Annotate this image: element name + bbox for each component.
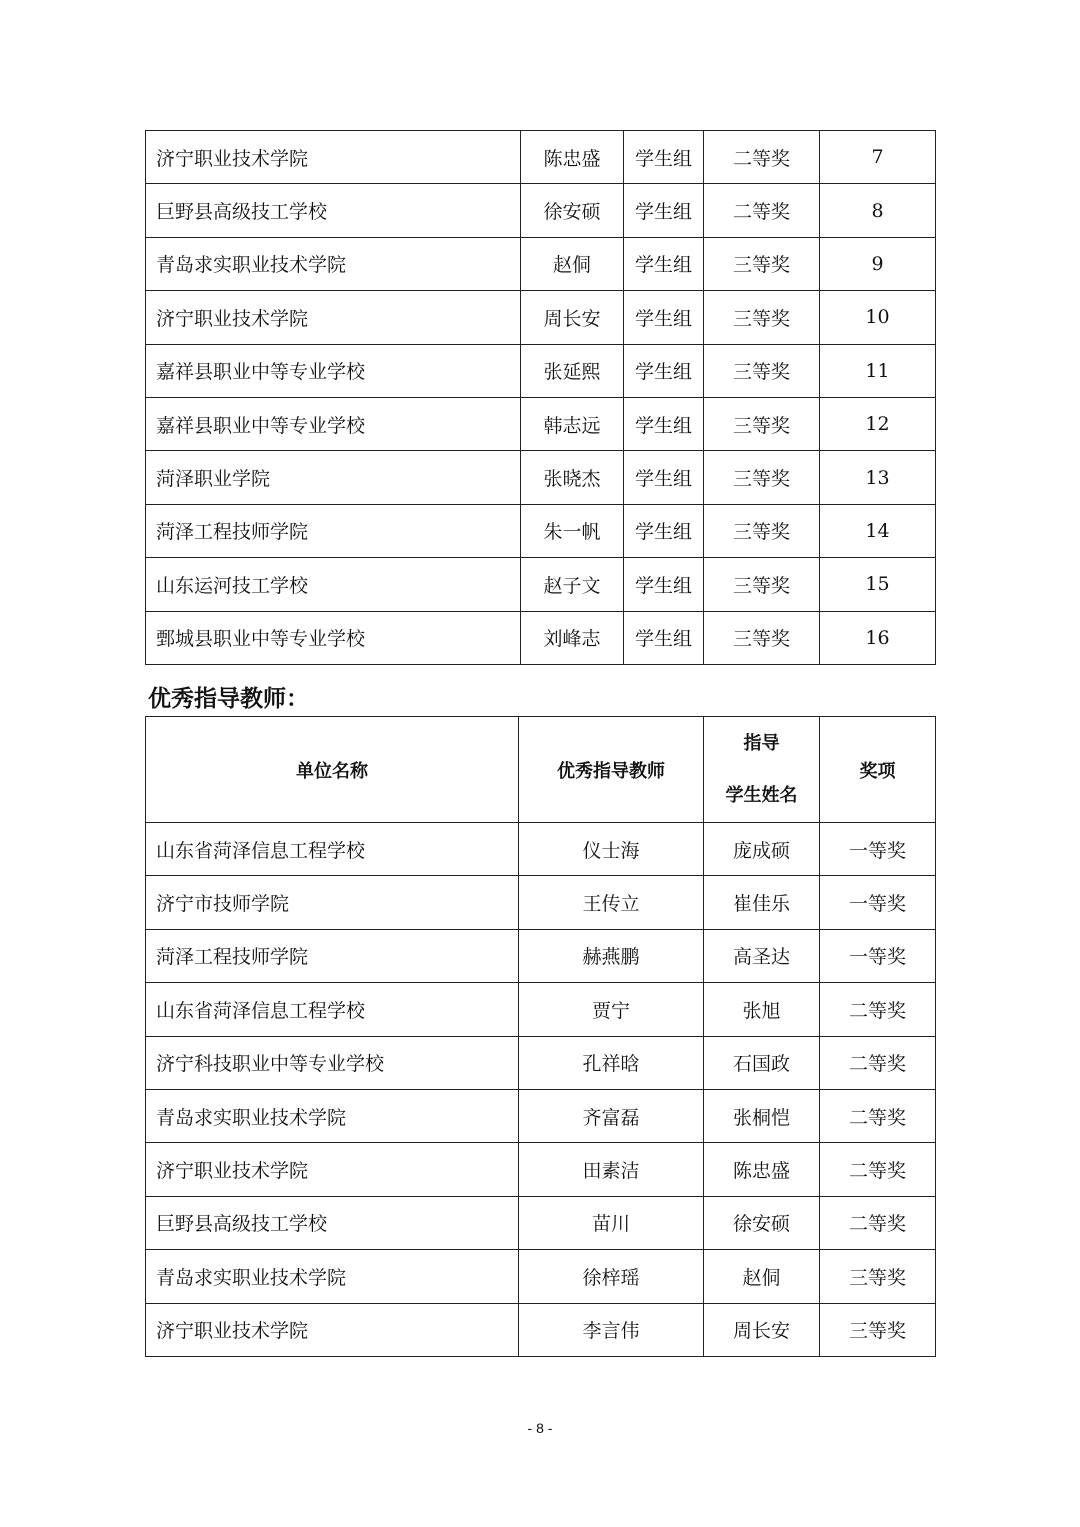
student-name-cell: 陈忠盛	[521, 131, 624, 184]
award-cell: 二等奖	[820, 983, 936, 1036]
teacher-cell: 贾宁	[519, 983, 704, 1036]
table-row	[146, 1036, 936, 1089]
group-cell: 学生组	[624, 131, 704, 184]
student-cell: 徐安硕	[704, 1196, 820, 1249]
rank-cell: 7	[820, 131, 936, 184]
teacher-cell: 仪士海	[519, 823, 704, 876]
unit-cell: 山东运河技工学校	[146, 558, 521, 611]
table-row	[146, 451, 936, 504]
group-cell: 学生组	[624, 344, 704, 397]
teacher-cell: 徐梓瑶	[519, 1250, 704, 1303]
unit-cell: 嘉祥县职业中等专业学校	[146, 397, 521, 450]
teacher-cell: 齐富磊	[519, 1089, 704, 1142]
table-row	[146, 823, 936, 876]
student-name-cell: 赵子文	[521, 558, 624, 611]
rank-cell: 9	[820, 237, 936, 290]
student-cell: 张旭	[704, 983, 820, 1036]
header-student-line2: 学生姓名	[725, 784, 798, 806]
header-student	[704, 717, 820, 823]
award-cell: 二等奖	[820, 1196, 936, 1249]
student-name-cell: 周长安	[521, 291, 624, 344]
group-cell: 学生组	[624, 451, 704, 504]
student-cell: 庞成硕	[704, 823, 820, 876]
table-row	[146, 344, 936, 397]
table-row	[146, 504, 936, 557]
group-cell: 学生组	[624, 504, 704, 557]
group-cell: 学生组	[624, 397, 704, 450]
table-row	[146, 1250, 936, 1303]
student-name-cell: 张延熙	[521, 344, 624, 397]
students-award-table	[145, 130, 936, 665]
rank-cell: 14	[820, 504, 936, 557]
student-name-cell: 赵侗	[521, 237, 624, 290]
table-row	[146, 291, 936, 344]
page-number: - 8 -	[527, 1420, 553, 1436]
award-cell: 二等奖	[820, 1036, 936, 1089]
unit-cell: 济宁职业技术学院	[146, 1143, 519, 1196]
student-cell: 高圣达	[704, 929, 820, 982]
student-name-cell: 刘峰志	[521, 611, 624, 664]
group-cell: 学生组	[624, 237, 704, 290]
table-row	[146, 611, 936, 664]
student-cell: 赵侗	[704, 1250, 820, 1303]
unit-cell: 菏泽工程技师学院	[146, 504, 521, 557]
student-cell: 陈忠盛	[704, 1143, 820, 1196]
unit-cell: 菏泽职业学院	[146, 451, 521, 504]
teacher-cell: 王传立	[519, 876, 704, 929]
unit-cell: 鄄城县职业中等专业学校	[146, 611, 521, 664]
group-cell: 学生组	[624, 291, 704, 344]
unit-cell: 巨野县高级技工学校	[146, 184, 521, 237]
group-cell: 学生组	[624, 611, 704, 664]
header-unit: 单位名称	[146, 717, 519, 823]
student-name-cell: 张晓杰	[521, 451, 624, 504]
unit-cell: 嘉祥县职业中等专业学校	[146, 344, 521, 397]
student-cell: 张桐恺	[704, 1089, 820, 1142]
award-cell: 三等奖	[820, 1250, 936, 1303]
group-cell: 学生组	[624, 184, 704, 237]
award-cell: 三等奖	[704, 237, 820, 290]
table-header-row	[146, 717, 936, 823]
rank-cell: 13	[820, 451, 936, 504]
award-cell: 二等奖	[820, 1143, 936, 1196]
rank-cell: 8	[820, 184, 936, 237]
unit-cell: 青岛求实职业技术学院	[146, 1089, 519, 1142]
student-name-cell: 徐安硕	[521, 184, 624, 237]
teacher-cell: 田素洁	[519, 1143, 704, 1196]
unit-cell: 山东省菏泽信息工程学校	[146, 823, 519, 876]
rank-cell: 11	[820, 344, 936, 397]
unit-cell: 青岛求实职业技术学院	[146, 237, 521, 290]
award-cell: 三等奖	[704, 451, 820, 504]
table-row	[146, 558, 936, 611]
award-cell: 三等奖	[704, 344, 820, 397]
award-cell: 三等奖	[820, 1303, 936, 1356]
unit-cell: 巨野县高级技工学校	[146, 1196, 519, 1249]
award-cell: 一等奖	[820, 823, 936, 876]
award-cell: 三等奖	[704, 611, 820, 664]
header-student-line1: 指导	[743, 732, 780, 754]
student-cell: 周长安	[704, 1303, 820, 1356]
unit-cell: 山东省菏泽信息工程学校	[146, 983, 519, 1036]
award-cell: 二等奖	[704, 131, 820, 184]
award-cell: 一等奖	[820, 876, 936, 929]
student-cell: 石国政	[704, 1036, 820, 1089]
table-row	[146, 1143, 936, 1196]
award-cell: 二等奖	[704, 184, 820, 237]
header-award: 奖项	[820, 717, 936, 823]
rank-cell: 15	[820, 558, 936, 611]
table-row	[146, 1303, 936, 1356]
table-row	[146, 983, 936, 1036]
table-row	[146, 1196, 936, 1249]
table-row	[146, 876, 936, 929]
teacher-cell: 赫燕鹏	[519, 929, 704, 982]
header-teacher: 优秀指导教师	[519, 717, 704, 823]
award-cell: 三等奖	[704, 291, 820, 344]
unit-cell: 济宁职业技术学院	[146, 1303, 519, 1356]
unit-cell: 济宁科技职业中等专业学校	[146, 1036, 519, 1089]
table-row	[146, 237, 936, 290]
teachers-award-table	[145, 716, 936, 1357]
award-cell: 二等奖	[820, 1089, 936, 1142]
rank-cell: 16	[820, 611, 936, 664]
rank-cell: 12	[820, 397, 936, 450]
award-cell: 三等奖	[704, 397, 820, 450]
rank-cell: 10	[820, 291, 936, 344]
table-row	[146, 397, 936, 450]
student-name-cell: 韩志远	[521, 397, 624, 450]
teacher-cell: 孔祥晗	[519, 1036, 704, 1089]
award-cell: 三等奖	[704, 558, 820, 611]
group-cell: 学生组	[624, 558, 704, 611]
teacher-cell: 苗川	[519, 1196, 704, 1249]
unit-cell: 济宁市技师学院	[146, 876, 519, 929]
award-cell: 一等奖	[820, 929, 936, 982]
table-row	[146, 184, 936, 237]
student-cell: 崔佳乐	[704, 876, 820, 929]
table-row	[146, 1089, 936, 1142]
unit-cell: 菏泽工程技师学院	[146, 929, 519, 982]
section-heading: 优秀指导教师：	[148, 686, 309, 712]
teacher-cell: 李言伟	[519, 1303, 704, 1356]
student-name-cell: 朱一帆	[521, 504, 624, 557]
unit-cell: 济宁职业技术学院	[146, 131, 521, 184]
table-row	[146, 929, 936, 982]
table-row	[146, 131, 936, 184]
unit-cell: 济宁职业技术学院	[146, 291, 521, 344]
award-cell: 三等奖	[704, 504, 820, 557]
unit-cell: 青岛求实职业技术学院	[146, 1250, 519, 1303]
